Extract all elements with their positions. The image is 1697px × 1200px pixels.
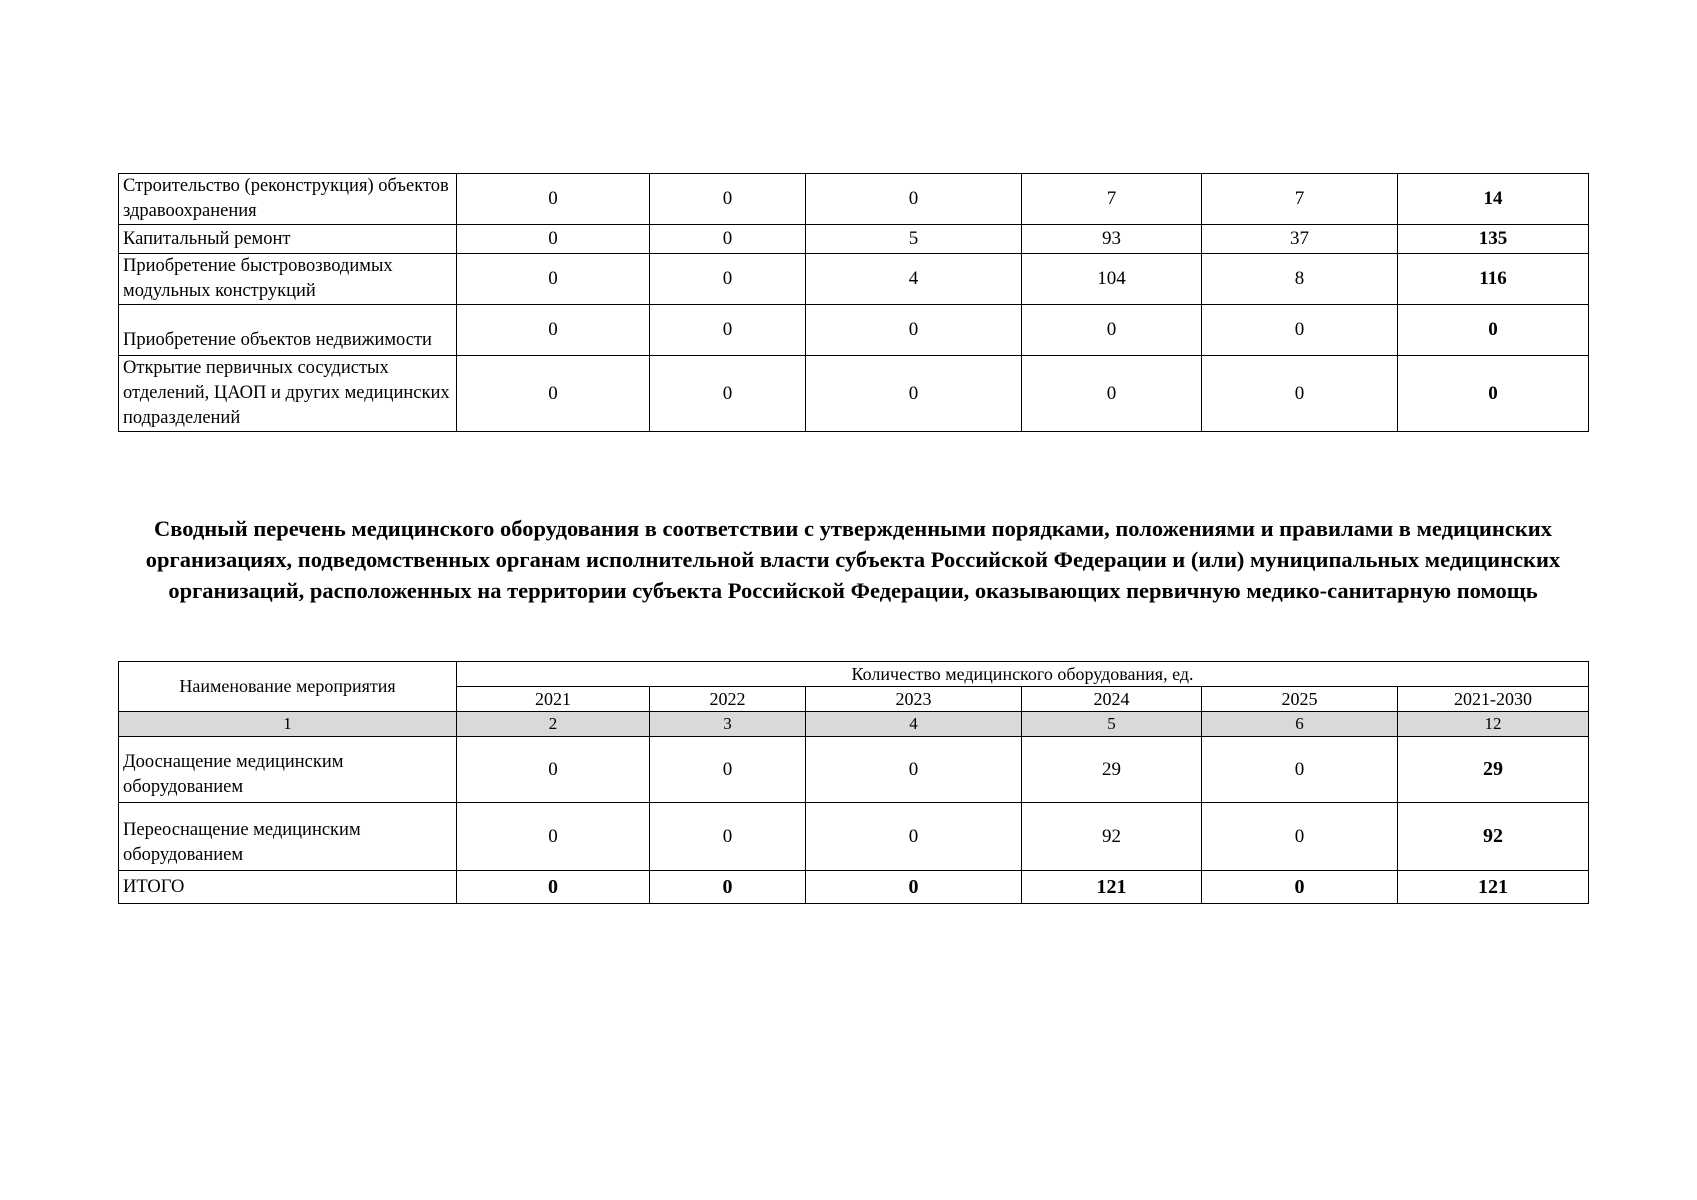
table-row — [119, 305, 1589, 356]
cell-2021: 0 — [457, 356, 650, 432]
equipment-table — [118, 661, 1589, 904]
cell-total: 0 — [1398, 305, 1589, 356]
table-row — [119, 174, 1589, 225]
cell-2022: 0 — [650, 225, 806, 254]
cell-2023: 5 — [806, 225, 1022, 254]
row-name: Строительство (реконструкция) объектов здравоохранения — [119, 174, 457, 225]
cell-total: 29 — [1398, 737, 1589, 803]
col-number: 12 — [1398, 712, 1589, 737]
table-row — [119, 225, 1589, 254]
table-row — [119, 356, 1589, 432]
col-name-header: Наименование мероприятия — [119, 662, 457, 712]
cell-2023: 0 — [806, 803, 1022, 871]
cell-total: 14 — [1398, 174, 1589, 225]
cell-2025: 0 — [1202, 356, 1398, 432]
cell-2022: 0 — [650, 737, 806, 803]
group-header: Количество медицинского оборудования, ед. — [457, 662, 1589, 687]
col-number: 4 — [806, 712, 1022, 737]
cell-2021: 0 — [457, 174, 650, 225]
col-number: 1 — [119, 712, 457, 737]
row-name: ИТОГО — [119, 871, 457, 904]
year-header: 2025 — [1202, 687, 1398, 712]
cell-2024: 93 — [1022, 225, 1202, 254]
cell-total: 135 — [1398, 225, 1589, 254]
row-name: Капитальный ремонт — [119, 225, 457, 254]
table-row — [119, 737, 1589, 803]
cell-2025: 0 — [1202, 803, 1398, 871]
cell-2021: 0 — [457, 737, 650, 803]
col-number: 3 — [650, 712, 806, 737]
cell-2021: 0 — [457, 305, 650, 356]
cell-2021: 0 — [457, 225, 650, 254]
cell-2024: 92 — [1022, 803, 1202, 871]
cell-2024: 0 — [1022, 356, 1202, 432]
construction-table — [118, 173, 1589, 432]
cell-total: 0 — [1398, 356, 1589, 432]
cell-2022: 0 — [650, 356, 806, 432]
cell-2024: 104 — [1022, 254, 1202, 305]
row-name: Открытие первичных сосудистых отделений, ЦАОП и других медицинских подразделений — [119, 356, 457, 432]
cell-2021: 0 — [457, 803, 650, 871]
cell-2023: 0 — [806, 174, 1022, 225]
cell-2025: 0 — [1202, 305, 1398, 356]
cell-2022: 0 — [650, 871, 806, 904]
cell-2024: 0 — [1022, 305, 1202, 356]
cell-2025: 0 — [1202, 871, 1398, 904]
cell-2025: 7 — [1202, 174, 1398, 225]
cell-2024: 29 — [1022, 737, 1202, 803]
cell-2021: 0 — [457, 871, 650, 904]
table-row — [119, 803, 1589, 871]
cell-2025: 0 — [1202, 737, 1398, 803]
row-name: Дооснащение медицинским оборудованием — [119, 737, 457, 803]
cell-2023: 0 — [806, 305, 1022, 356]
col-number: 5 — [1022, 712, 1202, 737]
col-number: 2 — [457, 712, 650, 737]
section-title: Сводный перечень медицинского оборудования в соответствии с утвержденными порядками, положениями и правилами в медицинских организациях, подведомственных органам исполнительной власти субъекта Российской Федерации и (или) муниципальных медицинских организаций, расположенных на территории субъекта Российской Федерации, оказывающих первичную медико-санитарную помощь — [145, 516, 1561, 603]
year-header: 2021 — [457, 687, 650, 712]
cell-2023: 0 — [806, 356, 1022, 432]
cell-2025: 8 — [1202, 254, 1398, 305]
cell-2023: 0 — [806, 737, 1022, 803]
cell-2024: 121 — [1022, 871, 1202, 904]
cell-total: 116 — [1398, 254, 1589, 305]
year-header: 2024 — [1022, 687, 1202, 712]
row-name: Приобретение быстровозводимых модульных конструкций — [119, 254, 457, 305]
cell-2022: 0 — [650, 174, 806, 225]
row-name: Переоснащение медицинским оборудованием — [119, 803, 457, 871]
cell-2021: 0 — [457, 254, 650, 305]
year-header: 2023 — [806, 687, 1022, 712]
cell-2025: 37 — [1202, 225, 1398, 254]
cell-2022: 0 — [650, 305, 806, 356]
table-row — [119, 254, 1589, 305]
cell-total: 92 — [1398, 803, 1589, 871]
year-header: 2022 — [650, 687, 806, 712]
cell-2023: 0 — [806, 871, 1022, 904]
cell-2022: 0 — [650, 803, 806, 871]
cell-2024: 7 — [1022, 174, 1202, 225]
total-row — [119, 871, 1589, 904]
cell-2023: 4 — [806, 254, 1022, 305]
cell-total: 121 — [1398, 871, 1589, 904]
year-header: 2021-2030 — [1398, 687, 1589, 712]
column-number-row — [119, 712, 1589, 737]
col-number: 6 — [1202, 712, 1398, 737]
header-row — [119, 662, 1589, 687]
cell-2022: 0 — [650, 254, 806, 305]
row-name: Приобретение объектов недвижимости — [119, 305, 457, 356]
